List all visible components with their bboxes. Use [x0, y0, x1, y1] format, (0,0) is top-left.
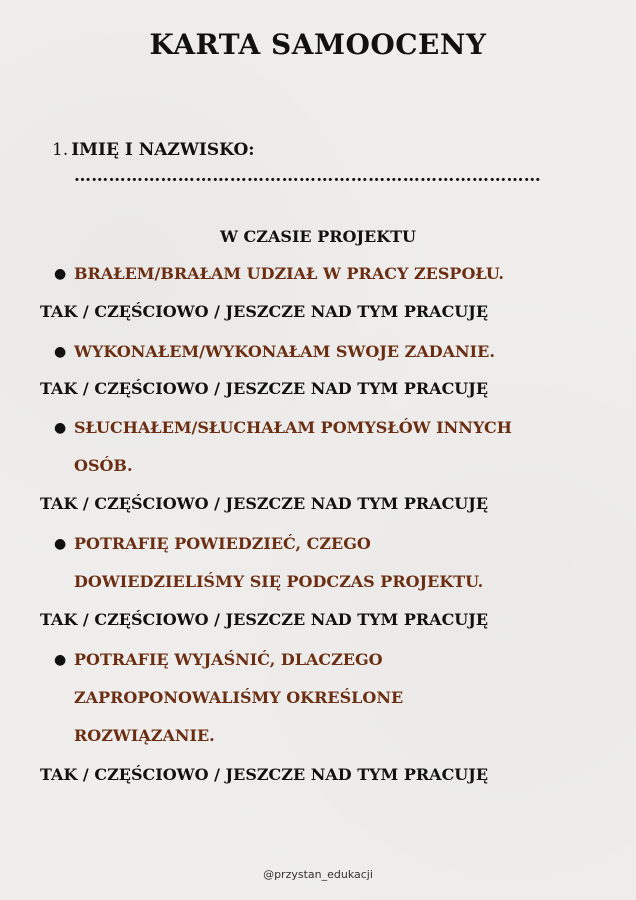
bullet-icon: ●	[54, 420, 67, 436]
statement-item	[54, 525, 514, 601]
answer-options: TAK / CZĘŚCIOWO / JESZCZE NAD TYM PRACUJĘ	[40, 379, 489, 398]
statement-text: SŁUCHAŁEM/SŁUCHAŁAM POMYSŁÓW INNYCH OSÓB.	[74, 418, 512, 475]
item-number: 1.	[52, 140, 69, 160]
answer-options: TAK / CZĘŚCIOWO / JESZCZE NAD TYM PRACUJĘ	[40, 610, 489, 629]
statement-text: POTRAFIĘ POWIEDZIEĆ, CZEGO DOWIEDZIELIŚMY SIĘ PODCZAS PROJEKTU.	[74, 534, 484, 591]
name-dotted-line: ………………………………………………………………………	[74, 166, 542, 186]
statement-text: WYKONAŁEM/WYKONAŁAM SWOJE ZADANIE.	[74, 342, 495, 361]
statement-text: POTRAFIĘ WYJAŚNIĆ, DLACZEGO ZAPROPONOWALIŚMY OKREŚLONE ROZWIĄZANIE.	[74, 650, 404, 745]
statement-item	[54, 333, 574, 371]
bullet-icon: ●	[54, 536, 67, 552]
answer-options: TAK / CZĘŚCIOWO / JESZCZE NAD TYM PRACUJĘ	[40, 302, 489, 321]
bullet-icon: ●	[54, 652, 67, 668]
name-label: IMIĘ I NAZWISKO:	[71, 140, 255, 160]
statement-item	[54, 409, 574, 485]
bullet-icon: ●	[54, 266, 67, 282]
section-heading: W CZASIE PROJEKTU	[220, 227, 416, 246]
answer-options: TAK / CZĘŚCIOWO / JESZCZE NAD TYM PRACUJĘ	[40, 494, 489, 513]
bullet-icon: ●	[54, 344, 67, 360]
answer-options: TAK / CZĘŚCIOWO / JESZCZE NAD TYM PRACUJĘ	[40, 765, 489, 784]
statement-item	[54, 255, 574, 293]
page-title: KARTA SAMOOCENY	[149, 28, 487, 61]
statement-item	[54, 641, 494, 755]
statement-text: BRAŁEM/BRAŁAM UDZIAŁ W PRACY ZESPOŁU.	[74, 264, 504, 283]
footer-handle: @przystan_edukacji	[263, 868, 373, 881]
name-field	[52, 140, 255, 160]
